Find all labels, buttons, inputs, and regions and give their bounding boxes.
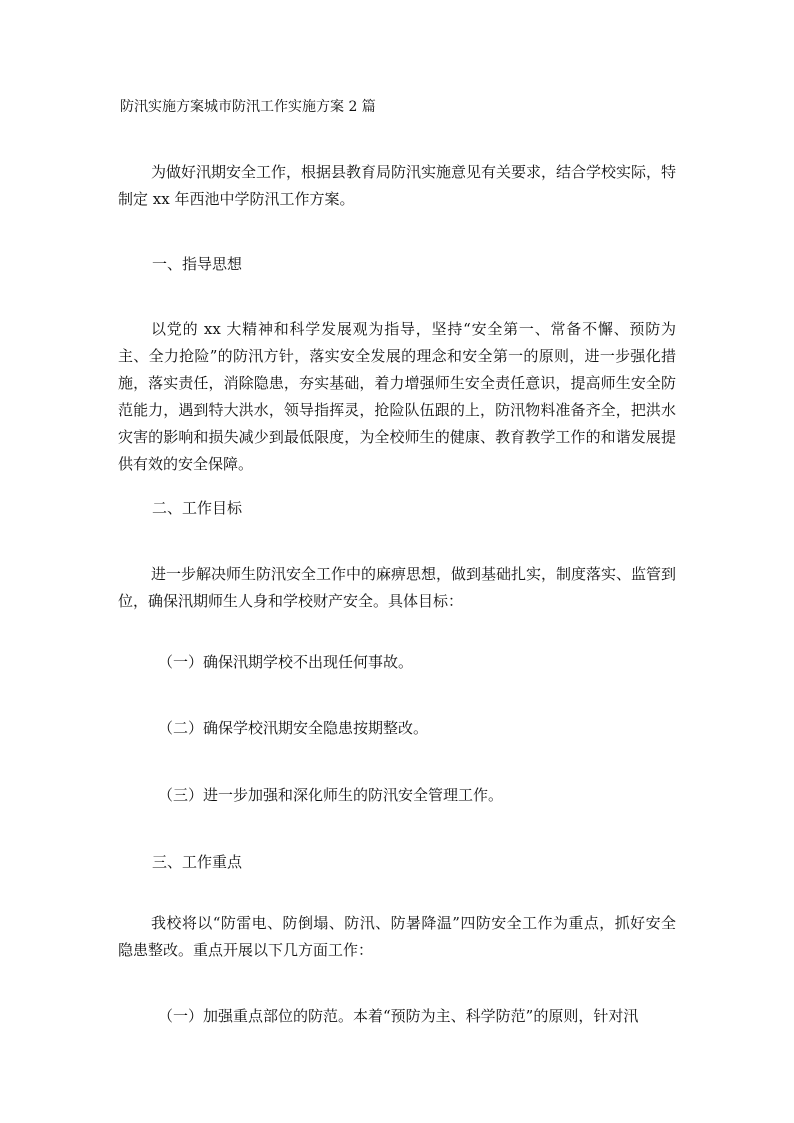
work-goals-paragraph: 进一步解决师生防汛安全工作中的麻痹思想，做到基础扎实，制度落实、监管到位，确保汛期师生人身和学校财产安全。具体目标：	[118, 565, 677, 610]
section-heading-work-goals: 二、工作目标	[152, 499, 243, 517]
section-heading-work-focus: 三、工作重点	[152, 853, 243, 871]
goal-item-1: （一）确保汛期学校不出现任何事故。	[158, 653, 414, 671]
goal-item-2: （二）确保学校汛期安全隐患按期整改。	[158, 719, 429, 737]
intro-paragraph: 为做好汛期安全工作，根据县教育局防汛实施意见有关要求，结合学校实际，特制定 xx 年西池中学防汛工作方案。	[118, 163, 677, 208]
document-title: 防汛实施方案城市防汛工作实施方案 2 篇	[120, 99, 376, 115]
guiding-ideology-paragraph: 以党的 xx 大精神和科学发展观为指导，坚持“安全第一、常备不懈、预防为主、全力抢险”的防汛方针，落实安全发展的理念和安全第一的原则，进一步强化措施，落实责任，消除隐患，夯实基础，着力增强师生安全责任意识，提高师生安全防范能力，遇到特大洪水，领导指挥灵，抢险队伍跟的上，防汛物料准备齐全，把洪水灾害的影响和损失减少到最低限度，为全校师生的健康、教育教学工作的和谐发展提供有效的安全保障。	[118, 320, 676, 473]
focus-item-1: （一）加强重点部位的防范。本着“预防为主、科学防范”的原则，针对汛	[158, 1007, 639, 1025]
section-heading-guiding-ideology: 一、指导思想	[152, 255, 243, 273]
goal-item-3: （三）进一步加强和深化师生的防汛安全管理工作。	[158, 786, 504, 804]
work-focus-paragraph: 我校将以“防雷电、防倒塌、防汛、防暑降温”四防安全工作为重点，抓好安全隐患整改。重点开展以下几方面工作：	[118, 914, 676, 959]
